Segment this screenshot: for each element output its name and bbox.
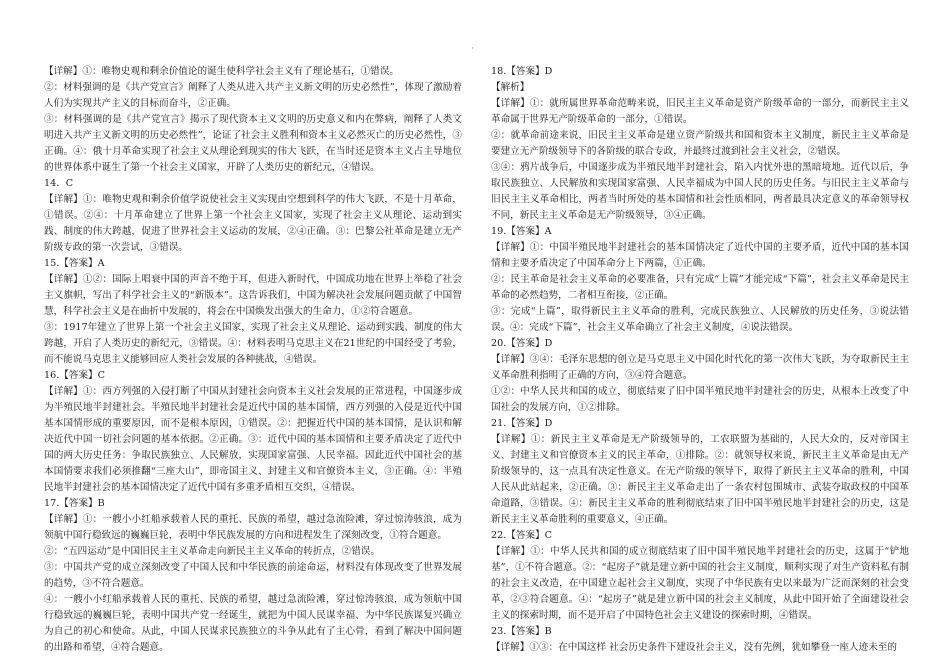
answer-paragraph: ②：“五四运动”是中国旧民主主义革命走向新民主主义革命的转折点，②错误。 bbox=[44, 546, 380, 557]
question-number: 21.【答案】D bbox=[491, 418, 553, 429]
answer-paragraph: ③：1917年建立了世界上第一个社会主义国家，实现了社会主义从理论、运动到实践、制度的伟大跨越，开启了人类历史的新纪元，③错误。④：材料表明马克思主义在21世纪的中国经受了考验，而不能说马克思主义能够回应人类社会发展的各种挑战，④错误。 bbox=[44, 322, 462, 365]
answer-paragraph: ③：完成“上篇”，取得新民主主义革命的胜利，完成民族独立、人民解放的历史任务，③说法错误。④：完成“下篇”，社会主义革命确立了社会主义制度，④说法错误。 bbox=[491, 306, 909, 333]
question-number: 14．C bbox=[44, 178, 74, 189]
page-mark: · bbox=[471, 44, 474, 53]
answer-paragraph: ②：材料强调的是《共产党宣言》阐释了人类从进入共产主义新文明的历史必然性”，体现了激励着人们为实现共产主义的目标而奋斗，②正确。 bbox=[44, 82, 462, 109]
answer-paragraph: ④：一艘小小红船承载着人民的重托、民族的希望，越过急流险滩，穿过惊涛骇浪，成为领航中国行稳致远的巍巍巨轮，表明中国共产党一经诞生，就把为中国人民谋幸福、为中华民族谋复兴确立为自己的初心和使命。从此，中国人民谋求民族独立的斗争从此有了主心骨，看到了解决中国问题的出路和希望，④符合题意。 bbox=[44, 594, 462, 653]
answer-paragraph: ③：材料强调的是《共产党宣言》揭示了现代资本主义文明的历史意义和内在弊病，阐释了人类文明进入共产主义新文明的历史必然性”，论证了社会主义胜利和资本主义必然灭亡的历史必然性，③正确。④：俄十月革命实现了社会主义从理论到现实的伟大飞跃，在当时还是资本主义占主导地位的世界体系中诞生了第一个社会主义国家，开辟了人类历史的新纪元，④错误。 bbox=[44, 114, 462, 173]
answer-paragraph: ③④：鸦片战争后，中国逐步成为半殖民地半封建社会，陷入内忧外患的黑暗境地。近代以后，争取民族独立、人民解放和实现国家富强、人民幸福成为中国人民的历史任务。与旧民主主义革命与旧民主主义革命相比，两者当时所处的基本国情和社会性质相同，两者最具决定意义的革命领导权不同，新民主主义革命是无产阶级领导，③④正确。 bbox=[491, 162, 909, 221]
answer-paragraph: 【详解】①：就所属世界革命范畴来说，旧民主主义革命是资产阶级革命的一部分，而新民主主义革命属于世界无产阶级革命的一部分，①错误。 bbox=[491, 98, 909, 125]
answer-paragraph: ①②：中华人民共和国的成立，彻底结束了旧中国半殖民地半封建社会的历史，从根本上改变了中国社会的发展方向，①②排除。 bbox=[491, 386, 909, 413]
answer-paragraph: 【详解】①：中国半殖民地半封建社会的基本国情决定了近代中国的主要矛盾，近代中国的基本国情和主要矛盾决定了中国革命分上下两篇，①正确。 bbox=[491, 242, 909, 269]
question-number: 18.【答案】D bbox=[491, 66, 553, 77]
answer-paragraph: 【详解】③④：毛泽东思想的创立是马克思主义中国化时代化的第一次伟大飞跃，为夺取新民主主义革命胜利指明了正确的方向，③④符合题意。 bbox=[491, 354, 909, 381]
answer-paragraph: 【详解】①：唯物史观和剩余价值论的诞生使科学社会主义有了理论基石，①错误。 bbox=[44, 66, 399, 77]
question-number: 17.【答案】B bbox=[44, 498, 105, 509]
question-number: 23.【答案】B bbox=[491, 626, 552, 637]
left-column bbox=[44, 64, 462, 656]
right-column bbox=[491, 64, 909, 656]
answer-paragraph: 【详解】①②：国际上唱衰中国的声音不绝于耳，但进入新时代，中国成功地在世界上举稳了社会主义旗帜，写出了科学社会主义的“新版本”。这告诉我们，中国为解决社会发展问题贡献了中国智慧，科学社会主义是在曲折中发展的，将会在中国焕发出强大的生命力，①②符合题意。 bbox=[44, 274, 462, 317]
answer-paragraph: 【详解】①：西方列强的入侵打断了中国从封建社会向资本主义社会发展的正常进程，中国逐步成为半殖民地半封建社会。半殖民地半封建社会是近代中国的基本国情，西方列强的入侵是近代中国基本国情形成的重要原因，而不是根本原因，①错误。②：把握近代中国的基本国情，是认识和解决近代中国一切社会问题的基本依据。②正确。③：近代中国的基本国情和主要矛盾决定了近代中国的两大历史任务：争取民族独立、人民解放，实现国家富强、人民幸福。因此近代中国社会的基本国情要求我们必须推翻“三座大山”，即帝国主义、封建主义和官僚资本主义，③正确。④：半殖民地半封建社会的基本国情决定了近代中国有多重矛盾相互交织，④错误。 bbox=[44, 386, 462, 493]
answer-paragraph: 【详解】①：唯物史观和剩余价值学说使社会主义实现由空想到科学的伟大飞跃，不是十月革命，①错误。②④：十月革命建立了世界上第一个社会主义国家，实现了社会主义从理论、运动到实践、制度的伟大跨越，促进了世界社会主义运动的发展，②④正确。③：巴黎公社革命是建立无产阶级专政的第一次尝试，③错误。 bbox=[44, 194, 462, 253]
question-number: 20.【答案】D bbox=[491, 338, 553, 349]
answer-paragraph: 【详解】①：一艘小小红船承载着人民的重托、民族的希望，越过急流险滩，穿过惊涛骇浪，成为领航中国行稳致远的巍巍巨轮，表明中华民族发展的方向和进程发生了深刻改变，①符合题意。 bbox=[44, 514, 462, 541]
answer-paragraph: 【详解】①：新民主主义革命是无产阶级领导的，工农联盟为基础的，人民大众的，反对帝国主义、封建主义和官僚资本主义的民主革命，①排除。②：就领导权来说，新民主主义革命是由无产阶级领导的，这一点具有决定性意义。在无产阶级的领导下，取得了新民主主义革命的胜利，中国人民从此站起来，②正确。③：新民主主义革命走出了一条农村包围城市、武装夺取政权的中国革命道路，③错误。④：新民主主义革命的胜利彻底结束了旧中国半殖民地半封建社会的历史，这是新民主主义革命胜利的重要意义，④正确。 bbox=[491, 434, 909, 525]
answer-paragraph: ③：中国共产党的成立深刻改变了中国人民和中华民族的前途命运，材料没有体现改变了世界发展的趋势，③不符合题意。 bbox=[44, 562, 462, 589]
section-label: 【解析】 bbox=[491, 82, 530, 93]
answer-paragraph: 【详解】①③：在中国这样 社会历史条件下建设社会主义，没有先例，犹如攀登一座人迹未至的 bbox=[491, 642, 897, 653]
answer-paragraph: 【详解】①：中华人民共和国的成立彻底结束了旧中国半殖民地半封建社会的历史，这属于“铲地基”，①不符合题意。②：“起房子”就是建立新中国的社会主义制度，顺利实现了对生产资料私有制的社会主义改造，在中国建立起社会主义制度，实现了中华民族有史以来最为广泛而深刻的社会变革，②③符合题意。④：“起房子”就是建立新中国的社会主义制度，从此中国开始了全面建设社会主义的探索时期，而不是开启了中国特色社会主义建设的探索时期，④错误。 bbox=[491, 546, 909, 621]
answer-paragraph: ②：民主革命是社会主义革命的必要准备，只有完成“上篇”才能完成“下篇”，社会主义革命是民主革命的必然趋势，二者相互衔接，②正确。 bbox=[491, 274, 909, 301]
question-number: 19.【答案】A bbox=[491, 226, 552, 237]
question-number: 15.【答案】A bbox=[44, 258, 105, 269]
question-number: 16.【答案】C bbox=[44, 370, 105, 381]
question-number: 22.【答案】C bbox=[491, 530, 552, 541]
answer-paragraph: ②：就革命前途来说，旧民主主义革命是建立资产阶级共和国和资本主义制度，新民主主义革命是要建立无产阶级领导下的各阶级的联合专政，并最终过渡到社会主义社会，②错误。 bbox=[491, 130, 909, 157]
